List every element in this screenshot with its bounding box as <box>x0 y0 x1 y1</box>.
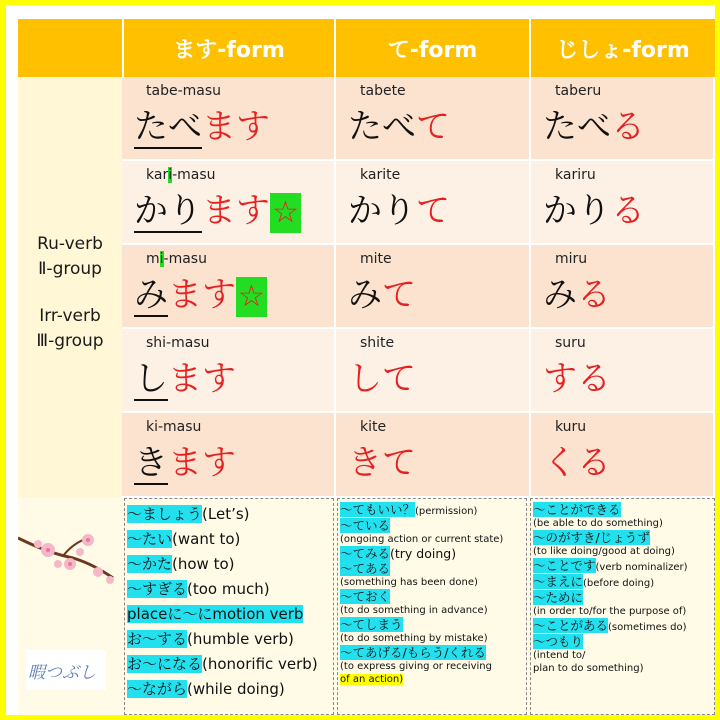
list-item-note: (to do something by mistake) <box>340 633 488 644</box>
list-item: ～ために <box>533 590 584 605</box>
list-item-note: of an action) <box>340 674 404 685</box>
list-item-note: (to do something in advance) <box>340 605 488 616</box>
list-item: ～すぎる(too much) <box>127 580 270 598</box>
list-item: ～つもり <box>533 634 584 649</box>
list-item: ～ている <box>340 518 391 533</box>
header-blank-cell <box>18 19 122 77</box>
list-item: ～ましょう(Let’s) <box>127 505 250 523</box>
irr-verb-label: Irr-verb <box>39 306 101 326</box>
decoration-panel <box>18 498 123 715</box>
table-cell-te: mite みて <box>336 245 531 329</box>
list-item: ～まえに(before doing) <box>533 574 655 589</box>
list-item-note: plan to do something) <box>533 663 644 674</box>
list-item: お～になる(honorific verb) <box>127 655 318 673</box>
table-cell-masu: shi-masu します <box>122 329 336 413</box>
table-cell-masu: tabe-masu たべます <box>122 77 336 161</box>
table-cell-jisho: kuru くる <box>531 413 715 498</box>
list-item: ～かた(how to) <box>127 555 235 573</box>
table-cell-te: tabete たべて <box>336 77 531 161</box>
group-3-label: Ⅲ-group <box>36 331 104 351</box>
table-cell-te: kite きて <box>336 413 531 498</box>
list-item: ～てあげる/もらう/くれる <box>340 645 486 660</box>
group-2-label: Ⅱ-group <box>38 259 102 279</box>
ru-verb-label: Ru-verb <box>37 234 103 254</box>
logo-text: 暇つぶし <box>28 663 96 683</box>
list-item: ～てある <box>340 561 391 576</box>
header-te-form: て-form <box>336 19 529 77</box>
list-item-note: (ongoing action or current state) <box>340 534 504 545</box>
list-item: ～ことがある(sometimes do) <box>533 618 687 633</box>
list-item: ～のがすき/じょうず <box>533 530 650 545</box>
verb-group-label <box>18 77 122 498</box>
list-item: ～ことです(verb nominalizer) <box>533 558 688 573</box>
list-item-note: (intend to/ <box>533 650 586 661</box>
list-item: ～てもいい？(permission) <box>340 502 478 517</box>
table-cell-jisho: taberu たべる <box>531 77 715 161</box>
table-cell-jisho: kariru かりる <box>531 161 715 245</box>
header-masu-form: ます-form <box>124 19 334 77</box>
table-cell-jisho: suru する <box>531 329 715 413</box>
header-jisho-form: じしょ-form <box>531 19 715 77</box>
list-item: ～ながら(while doing) <box>127 680 285 698</box>
page-frame <box>6 5 715 715</box>
usage-section <box>18 498 715 715</box>
list-item-note: (to like doing/good at doing) <box>533 546 675 557</box>
list-item: placeに～にmotion verb <box>127 605 304 623</box>
list-item: ～ことができる <box>533 502 621 517</box>
table-cell-te: shite して <box>336 329 531 413</box>
star-icon: ☆ <box>236 277 267 317</box>
star-icon: ☆ <box>270 193 301 233</box>
jisho-usage-list <box>530 498 715 715</box>
table-cell-masu: kari-masu かります☆ <box>122 161 336 245</box>
table-cell-masu: mi-masu みます☆ <box>122 245 336 329</box>
masu-usage-list <box>124 498 334 715</box>
table-cell-jisho: miru みる <box>531 245 715 329</box>
table-cell-te: karite かりて <box>336 161 531 245</box>
list-item-note: (be able to do something) <box>533 518 663 529</box>
list-item-note: (to express giving or receiving <box>340 661 492 672</box>
te-usage-list <box>337 498 527 715</box>
list-item: ～てしまう <box>340 617 403 632</box>
list-item: お～する(humble verb) <box>127 630 294 648</box>
list-item: ～たい(want to) <box>127 530 241 548</box>
list-item: ～てみる(try doing) <box>340 546 457 561</box>
list-item-note: (something has been done) <box>340 577 478 588</box>
table-cell-masu: ki-masu きます <box>122 413 336 498</box>
list-item-note: (in order to/for the purpose of) <box>533 606 687 617</box>
list-item: ～ておく <box>340 589 391 604</box>
